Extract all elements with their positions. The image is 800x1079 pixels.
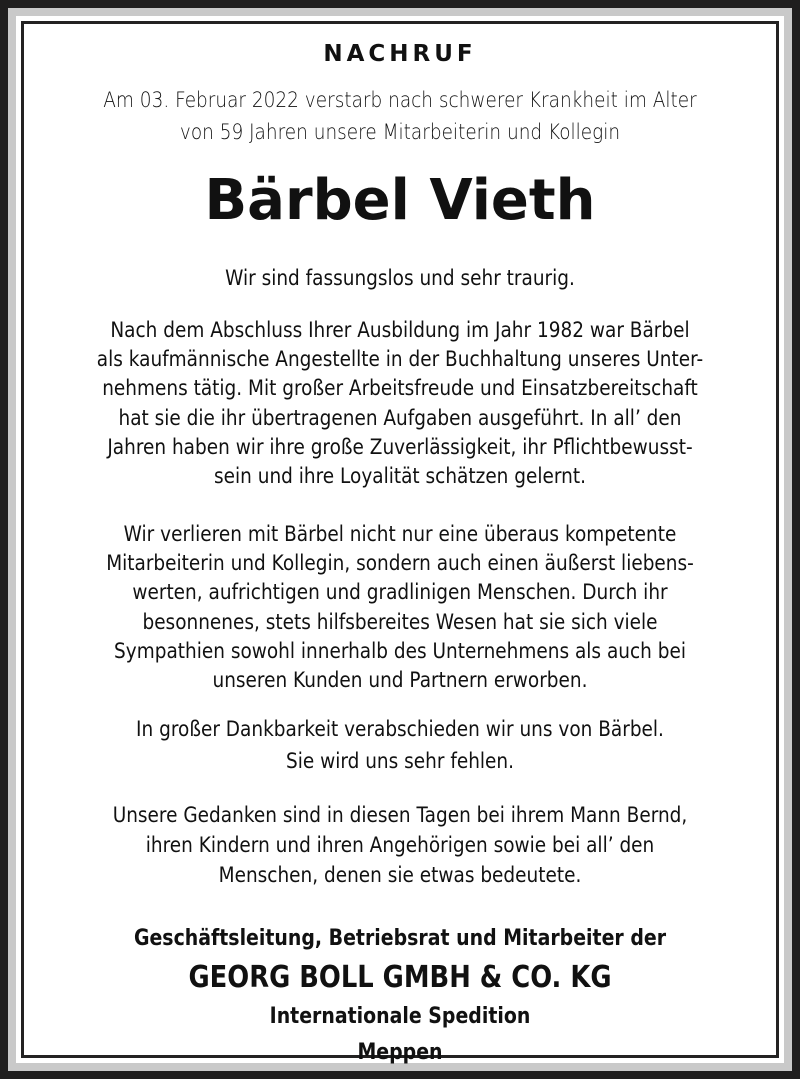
text-line: Nach dem Abschluss Ihrer Ausbildung im Jahr 1982 war Bärbel xyxy=(110,318,690,342)
text-line: sein und ihre Loyalität schätzen gelernt. xyxy=(214,464,586,489)
text-line: werten, aufrichtigen und gradlinigen Menschen. Durch ihr xyxy=(132,580,668,605)
intro-line: von 59 Jahren unsere Mitarbeiterin und Kollegin xyxy=(179,120,621,144)
text-line: als kaufmännische Angestellte in der Buchhaltung unseres Unter- xyxy=(96,347,704,372)
text-line: unseren Kunden und Partnern erworben. xyxy=(212,668,588,693)
text-line: hat sie die ihr übertragenen Aufgaben ausgeführt. In all’ den xyxy=(118,405,682,430)
signoff-staff: Geschäftsleitung, Betriebsrat und Mitarbeiter der xyxy=(133,926,667,951)
text-line: ihren Kindern und ihren Angehörigen sowie bei all’ den xyxy=(145,833,655,857)
company-type: Internationale Spedition xyxy=(269,1004,531,1029)
border-gap xyxy=(16,16,784,1063)
text-line: Sie wird uns sehr fehlen. xyxy=(285,749,515,773)
text-line: besonnenes, stets hilfsbereites Wesen hat sie sich viele xyxy=(142,609,658,634)
deceased-name: Bärbel Vieth xyxy=(204,168,596,233)
inner-border xyxy=(21,21,779,1065)
paragraph-farewell xyxy=(69,713,731,777)
text-line: Unsere Gedanken sind in diesen Tagen bei ihrem Mann Bernd, xyxy=(112,803,688,827)
notice-heading: NACHRUF xyxy=(323,41,477,67)
lead-sentence xyxy=(69,264,731,293)
paragraph-tribute xyxy=(69,520,731,695)
intro-line: Am 03. Februar 2022 verstarb nach schwerer Krankheit im Alter xyxy=(103,88,697,112)
text-line: nehmens tätig. Mit großer Arbeitsfreude und Einsatzbereitschaft xyxy=(102,376,698,401)
text-line: Wir verlieren mit Bärbel nicht nur eine überaus kompetente xyxy=(123,522,677,546)
text-line: Mitarbeiterin und Kollegin, sondern auch einen äußerst liebens- xyxy=(106,551,694,576)
text-line: Jahren haben wir ihre große Zuverlässigkeit, ihr Pflichtbewusst- xyxy=(107,434,693,459)
intro-text xyxy=(69,84,731,148)
text-line: Menschen, denen sie etwas bedeutete. xyxy=(218,863,582,887)
company-name: GEORG BOLL GMBH & CO. KG xyxy=(188,960,612,995)
company-location: Meppen xyxy=(357,1040,443,1065)
paragraph-career xyxy=(69,316,731,491)
signoff-block xyxy=(77,921,724,1071)
lead-line: Wir sind fassungslos und sehr traurig. xyxy=(225,266,575,290)
paragraph-condolences xyxy=(69,800,731,890)
text-line: Sympathien sowohl innerhalb des Unternehmens als auch bei xyxy=(114,638,686,663)
text-line: In großer Dankbarkeit verabschieden wir uns von Bärbel. xyxy=(136,717,664,741)
